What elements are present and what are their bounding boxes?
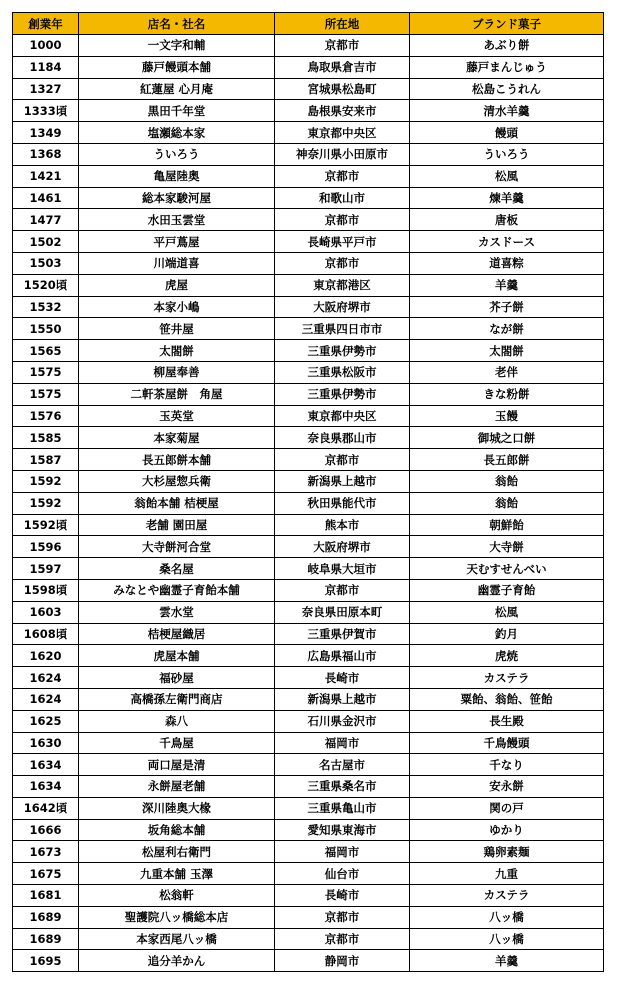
cell-brand-sweet: ゆかり bbox=[410, 819, 604, 841]
cell-brand-sweet: 長五郎餅 bbox=[410, 449, 604, 471]
header-shop-name: 店名・社名 bbox=[79, 13, 275, 35]
table-row bbox=[13, 143, 604, 165]
table-row bbox=[13, 383, 604, 405]
cell-shop-name: 柳屋奉善 bbox=[79, 361, 275, 383]
table-row bbox=[13, 340, 604, 362]
cell-founded-year: 1575 bbox=[13, 383, 79, 405]
cell-location: 京都市 bbox=[275, 252, 410, 274]
cell-shop-name: 雲水堂 bbox=[79, 601, 275, 623]
cell-founded-year: 1603 bbox=[13, 601, 79, 623]
cell-founded-year: 1624 bbox=[13, 667, 79, 689]
cell-brand-sweet: 玉饅 bbox=[410, 405, 604, 427]
cell-shop-name: 笹井屋 bbox=[79, 318, 275, 340]
cell-location: 名古屋市 bbox=[275, 754, 410, 776]
cell-location: 和歌山市 bbox=[275, 187, 410, 209]
cell-founded-year: 1368 bbox=[13, 143, 79, 165]
cell-founded-year: 1695 bbox=[13, 950, 79, 972]
cell-location: 京都市 bbox=[275, 906, 410, 928]
cell-founded-year: 1625 bbox=[13, 710, 79, 732]
cell-brand-sweet: 太閤餅 bbox=[410, 340, 604, 362]
table-row bbox=[13, 165, 604, 187]
cell-brand-sweet: 粟飴、翁飴、笹飴 bbox=[410, 688, 604, 710]
cell-shop-name: 黒田千年堂 bbox=[79, 100, 275, 122]
cell-founded-year: 1349 bbox=[13, 122, 79, 144]
cell-brand-sweet: 朝鮮飴 bbox=[410, 514, 604, 536]
cell-brand-sweet: 道喜粽 bbox=[410, 252, 604, 274]
cell-brand-sweet: 八ッ橋 bbox=[410, 928, 604, 950]
cell-founded-year: 1592 bbox=[13, 470, 79, 492]
header-brand-sweet: ブランド菓子 bbox=[410, 13, 604, 35]
cell-founded-year: 1642頃 bbox=[13, 797, 79, 819]
cell-founded-year: 1634 bbox=[13, 754, 79, 776]
cell-shop-name: 深川陸奥大椽 bbox=[79, 797, 275, 819]
table-row bbox=[13, 405, 604, 427]
table-row bbox=[13, 470, 604, 492]
cell-location: 奈良県郡山市 bbox=[275, 427, 410, 449]
cell-brand-sweet: 清水羊羹 bbox=[410, 100, 604, 122]
cell-founded-year: 1575 bbox=[13, 361, 79, 383]
cell-founded-year: 1596 bbox=[13, 536, 79, 558]
cell-location: 神奈川県小田原市 bbox=[275, 143, 410, 165]
cell-location: 長崎市 bbox=[275, 667, 410, 689]
cell-location: 福岡市 bbox=[275, 732, 410, 754]
cell-location: 石川県金沢市 bbox=[275, 710, 410, 732]
table-row bbox=[13, 78, 604, 100]
cell-location: 東京都港区 bbox=[275, 274, 410, 296]
cell-shop-name: 平戸蔦屋 bbox=[79, 231, 275, 253]
table-row bbox=[13, 187, 604, 209]
cell-shop-name: 九重本舗 玉澤 bbox=[79, 863, 275, 885]
cell-shop-name: 桑名屋 bbox=[79, 558, 275, 580]
table-row bbox=[13, 100, 604, 122]
cell-location: 京都市 bbox=[275, 165, 410, 187]
header-location: 所在地 bbox=[275, 13, 410, 35]
cell-location: 京都市 bbox=[275, 449, 410, 471]
cell-brand-sweet: 羊羹 bbox=[410, 274, 604, 296]
header-row bbox=[13, 13, 604, 35]
cell-founded-year: 1681 bbox=[13, 885, 79, 907]
cell-shop-name: ういろう bbox=[79, 143, 275, 165]
cell-location: 三重県松阪市 bbox=[275, 361, 410, 383]
cell-founded-year: 1520頃 bbox=[13, 274, 79, 296]
cell-location: 愛知県東海市 bbox=[275, 819, 410, 841]
cell-location: 京都市 bbox=[275, 579, 410, 601]
table-row bbox=[13, 274, 604, 296]
cell-location: 仙台市 bbox=[275, 863, 410, 885]
cell-brand-sweet: 天むすせんべい bbox=[410, 558, 604, 580]
cell-shop-name: 本家小嶋 bbox=[79, 296, 275, 318]
cell-location: 鳥取県倉吉市 bbox=[275, 56, 410, 78]
cell-founded-year: 1592 bbox=[13, 492, 79, 514]
cell-shop-name: 聖護院八ッ橋総本店 bbox=[79, 906, 275, 928]
cell-location: 島根県安来市 bbox=[275, 100, 410, 122]
cell-brand-sweet: 幽霊子育飴 bbox=[410, 579, 604, 601]
cell-brand-sweet: 翁飴 bbox=[410, 492, 604, 514]
table-row bbox=[13, 492, 604, 514]
cell-location: 三重県亀山市 bbox=[275, 797, 410, 819]
table-row bbox=[13, 252, 604, 274]
cell-brand-sweet: 関の戸 bbox=[410, 797, 604, 819]
cell-founded-year: 1673 bbox=[13, 841, 79, 863]
table-row bbox=[13, 754, 604, 776]
cell-founded-year: 1184 bbox=[13, 56, 79, 78]
cell-brand-sweet: 八ッ橋 bbox=[410, 906, 604, 928]
cell-brand-sweet: なが餅 bbox=[410, 318, 604, 340]
cell-founded-year: 1630 bbox=[13, 732, 79, 754]
cell-shop-name: 虎屋 bbox=[79, 274, 275, 296]
table-row bbox=[13, 449, 604, 471]
cell-founded-year: 1620 bbox=[13, 645, 79, 667]
table-row bbox=[13, 514, 604, 536]
table-row bbox=[13, 579, 604, 601]
cell-brand-sweet: 釣月 bbox=[410, 623, 604, 645]
table-row bbox=[13, 841, 604, 863]
cell-founded-year: 1666 bbox=[13, 819, 79, 841]
cell-shop-name: 総本家駿河屋 bbox=[79, 187, 275, 209]
cell-location: 京都市 bbox=[275, 928, 410, 950]
cell-brand-sweet: 長生殿 bbox=[410, 710, 604, 732]
cell-brand-sweet: カスドース bbox=[410, 231, 604, 253]
table-row bbox=[13, 710, 604, 732]
cell-founded-year: 1565 bbox=[13, 340, 79, 362]
cell-location: 奈良県田原本町 bbox=[275, 601, 410, 623]
table-row bbox=[13, 645, 604, 667]
cell-shop-name: 玉英堂 bbox=[79, 405, 275, 427]
cell-location: 大阪府堺市 bbox=[275, 536, 410, 558]
cell-brand-sweet: 千なり bbox=[410, 754, 604, 776]
cell-brand-sweet: 松風 bbox=[410, 165, 604, 187]
cell-brand-sweet: 唐板 bbox=[410, 209, 604, 231]
cell-location: 新潟県上越市 bbox=[275, 470, 410, 492]
cell-shop-name: 虎屋本舗 bbox=[79, 645, 275, 667]
cell-shop-name: 松翁軒 bbox=[79, 885, 275, 907]
cell-shop-name: 翁飴本舗 桔梗屋 bbox=[79, 492, 275, 514]
cell-shop-name: 福砂屋 bbox=[79, 667, 275, 689]
cell-founded-year: 1634 bbox=[13, 776, 79, 798]
table-row bbox=[13, 427, 604, 449]
table-row bbox=[13, 819, 604, 841]
cell-brand-sweet: カステラ bbox=[410, 885, 604, 907]
table-row bbox=[13, 122, 604, 144]
table-row bbox=[13, 296, 604, 318]
cell-founded-year: 1503 bbox=[13, 252, 79, 274]
cell-shop-name: 森八 bbox=[79, 710, 275, 732]
cell-shop-name: 長五郎餅本舗 bbox=[79, 449, 275, 471]
table-row bbox=[13, 558, 604, 580]
cell-shop-name: 松屋利右衛門 bbox=[79, 841, 275, 863]
cell-founded-year: 1502 bbox=[13, 231, 79, 253]
cell-shop-name: 川端道喜 bbox=[79, 252, 275, 274]
table-row bbox=[13, 906, 604, 928]
cell-brand-sweet: 饅頭 bbox=[410, 122, 604, 144]
cell-location: 京都市 bbox=[275, 209, 410, 231]
cell-shop-name: 高橋孫左衛門商店 bbox=[79, 688, 275, 710]
cell-shop-name: 大寺餅河合堂 bbox=[79, 536, 275, 558]
cell-location: 東京都中央区 bbox=[275, 122, 410, 144]
cell-shop-name: 老舗 園田屋 bbox=[79, 514, 275, 536]
cell-founded-year: 1461 bbox=[13, 187, 79, 209]
table-row bbox=[13, 56, 604, 78]
cell-shop-name: 藤戸饅頭本舗 bbox=[79, 56, 275, 78]
cell-location: 京都市 bbox=[275, 35, 410, 57]
table-row bbox=[13, 688, 604, 710]
cell-shop-name: 紅蓮屋 心月庵 bbox=[79, 78, 275, 100]
cell-shop-name: 二軒茶屋餅 角屋 bbox=[79, 383, 275, 405]
cell-location: 熊本市 bbox=[275, 514, 410, 536]
cell-founded-year: 1592頃 bbox=[13, 514, 79, 536]
table-row bbox=[13, 797, 604, 819]
cell-location: 静岡市 bbox=[275, 950, 410, 972]
cell-founded-year: 1421 bbox=[13, 165, 79, 187]
table-row bbox=[13, 35, 604, 57]
cell-shop-name: みなとや幽霊子育飴本舗 bbox=[79, 579, 275, 601]
cell-brand-sweet: ういろう bbox=[410, 143, 604, 165]
cell-brand-sweet: きな粉餅 bbox=[410, 383, 604, 405]
cell-shop-name: 本家菊屋 bbox=[79, 427, 275, 449]
table-row bbox=[13, 623, 604, 645]
cell-brand-sweet: 藤戸まんじゅう bbox=[410, 56, 604, 78]
cell-shop-name: 大杉屋惣兵衛 bbox=[79, 470, 275, 492]
table-row bbox=[13, 231, 604, 253]
cell-brand-sweet: あぶり餅 bbox=[410, 35, 604, 57]
cell-shop-name: 一文字和輔 bbox=[79, 35, 275, 57]
cell-founded-year: 1675 bbox=[13, 863, 79, 885]
cell-founded-year: 1585 bbox=[13, 427, 79, 449]
cell-location: 長崎市 bbox=[275, 885, 410, 907]
table-row bbox=[13, 928, 604, 950]
table-row bbox=[13, 601, 604, 623]
cell-location: 三重県桑名市 bbox=[275, 776, 410, 798]
cell-founded-year: 1550 bbox=[13, 318, 79, 340]
cell-shop-name: 坂角総本舗 bbox=[79, 819, 275, 841]
cell-shop-name: 水田玉雲堂 bbox=[79, 209, 275, 231]
cell-brand-sweet: カステラ bbox=[410, 667, 604, 689]
cell-founded-year: 1532 bbox=[13, 296, 79, 318]
cell-brand-sweet: 芥子餅 bbox=[410, 296, 604, 318]
cell-founded-year: 1624 bbox=[13, 688, 79, 710]
table-row bbox=[13, 536, 604, 558]
table-row bbox=[13, 209, 604, 231]
cell-location: 大阪府堺市 bbox=[275, 296, 410, 318]
cell-founded-year: 1477 bbox=[13, 209, 79, 231]
cell-brand-sweet: 羊羹 bbox=[410, 950, 604, 972]
table-row bbox=[13, 361, 604, 383]
cell-location: 宮城県松島町 bbox=[275, 78, 410, 100]
cell-founded-year: 1597 bbox=[13, 558, 79, 580]
table-row bbox=[13, 776, 604, 798]
cell-location: 岐阜県大垣市 bbox=[275, 558, 410, 580]
cell-founded-year: 1608頃 bbox=[13, 623, 79, 645]
table-row bbox=[13, 885, 604, 907]
cell-location: 広島県福山市 bbox=[275, 645, 410, 667]
cell-brand-sweet: 松島こうれん bbox=[410, 78, 604, 100]
table-row bbox=[13, 950, 604, 972]
cell-founded-year: 1689 bbox=[13, 928, 79, 950]
cell-shop-name: 永餅屋老舗 bbox=[79, 776, 275, 798]
cell-brand-sweet: 御城之口餅 bbox=[410, 427, 604, 449]
cell-location: 三重県伊勢市 bbox=[275, 340, 410, 362]
cell-shop-name: 桔梗屋織居 bbox=[79, 623, 275, 645]
cell-location: 三重県伊賀市 bbox=[275, 623, 410, 645]
cell-location: 新潟県上越市 bbox=[275, 688, 410, 710]
cell-shop-name: 亀屋陸奥 bbox=[79, 165, 275, 187]
cell-brand-sweet: 松風 bbox=[410, 601, 604, 623]
cell-shop-name: 太閤餅 bbox=[79, 340, 275, 362]
cell-founded-year: 1689 bbox=[13, 906, 79, 928]
cell-brand-sweet: 虎焼 bbox=[410, 645, 604, 667]
cell-founded-year: 1598頃 bbox=[13, 579, 79, 601]
cell-shop-name: 塩瀬総本家 bbox=[79, 122, 275, 144]
cell-founded-year: 1327 bbox=[13, 78, 79, 100]
cell-location: 東京都中央区 bbox=[275, 405, 410, 427]
cell-founded-year: 1000 bbox=[13, 35, 79, 57]
table-row bbox=[13, 732, 604, 754]
cell-brand-sweet: 大寺餅 bbox=[410, 536, 604, 558]
cell-shop-name: 追分羊かん bbox=[79, 950, 275, 972]
cell-location: 三重県四日市市 bbox=[275, 318, 410, 340]
cell-founded-year: 1333頃 bbox=[13, 100, 79, 122]
cell-brand-sweet: 安永餅 bbox=[410, 776, 604, 798]
table-row bbox=[13, 318, 604, 340]
cell-brand-sweet: 翁飴 bbox=[410, 470, 604, 492]
table-row bbox=[13, 667, 604, 689]
cell-location: 三重県伊勢市 bbox=[275, 383, 410, 405]
cell-shop-name: 本家西尾八ッ橋 bbox=[79, 928, 275, 950]
header-founded-year: 創業年 bbox=[13, 13, 79, 35]
cell-brand-sweet: 千鳥饅頭 bbox=[410, 732, 604, 754]
cell-location: 福岡市 bbox=[275, 841, 410, 863]
cell-brand-sweet: 九重 bbox=[410, 863, 604, 885]
cell-location: 秋田県能代市 bbox=[275, 492, 410, 514]
cell-founded-year: 1587 bbox=[13, 449, 79, 471]
cell-shop-name: 両口屋是清 bbox=[79, 754, 275, 776]
cell-location: 長崎県平戸市 bbox=[275, 231, 410, 253]
confectionery-table bbox=[12, 12, 604, 972]
cell-shop-name: 千鳥屋 bbox=[79, 732, 275, 754]
cell-founded-year: 1576 bbox=[13, 405, 79, 427]
cell-brand-sweet: 老伴 bbox=[410, 361, 604, 383]
cell-brand-sweet: 鶏卵素麺 bbox=[410, 841, 604, 863]
cell-brand-sweet: 煉羊羹 bbox=[410, 187, 604, 209]
table-row bbox=[13, 863, 604, 885]
